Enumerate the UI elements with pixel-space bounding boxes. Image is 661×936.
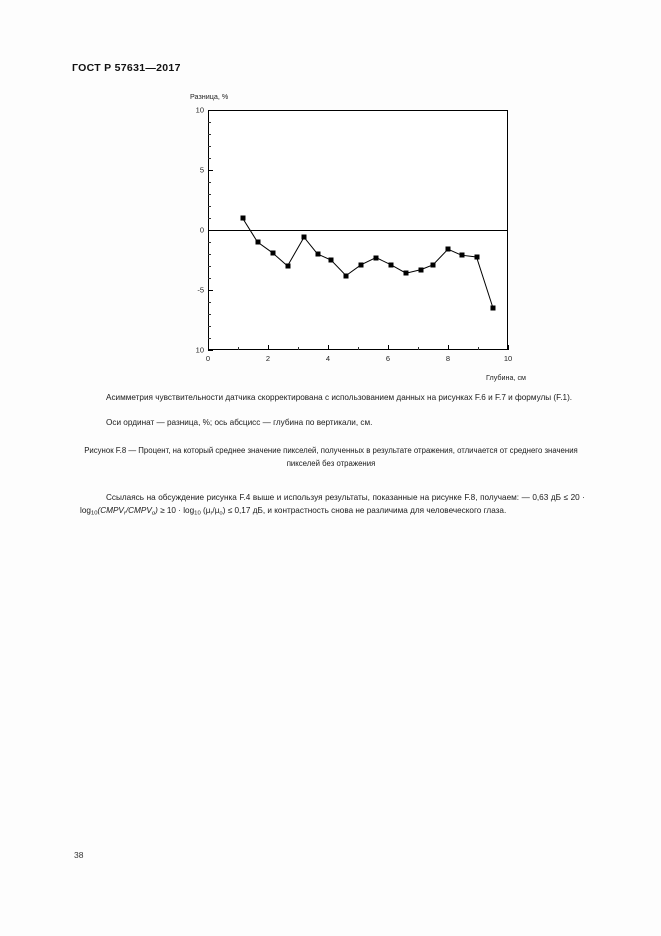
data-point-marker	[459, 253, 464, 258]
para3-formula-a: (CMPV	[97, 505, 124, 515]
data-point-marker	[315, 252, 320, 257]
paragraph-contrast	[80, 492, 585, 520]
data-point-marker	[344, 273, 349, 278]
data-point-marker	[374, 255, 379, 260]
para3-sub-r: r	[123, 510, 126, 517]
y-tick-label: 5	[199, 165, 204, 175]
figure-caption: Рисунок F.8 — Процент, на который среднее значение пикселей, полученных в результате отражения, отличается от среднего значения пикселей без отражения	[84, 446, 578, 468]
y-tick-label: 0	[199, 225, 204, 235]
page-number: 38	[74, 850, 84, 860]
para3-text-after: ≤ 0,17 дБ, и контрастность снова не различима для человеческого глаза.	[225, 505, 507, 515]
para3-sub-o: o	[151, 510, 156, 517]
data-point-marker	[240, 216, 245, 221]
para3-text-before: Ссылаясь на обсуждение рисунка F.4 выше и используя результаты, показанные на рисунке F.8, получаем: — 0,63 дБ ≤ 20 · log	[80, 493, 585, 515]
para3-mu-mid: /μ	[212, 505, 220, 515]
para3-formula-b: /CMPV	[125, 505, 152, 515]
data-point-marker	[474, 255, 479, 260]
y-tick-label: 10	[195, 105, 204, 115]
data-point-marker	[431, 262, 436, 267]
x-tick-label: 6	[385, 354, 391, 363]
x-tick-label: 8	[445, 354, 451, 363]
y-tick-label: -5	[197, 285, 204, 295]
para3-sub-10b: 10	[194, 510, 201, 517]
para3-mu-close: )	[222, 505, 226, 515]
document-header: ГОСТ Р 57631—2017	[72, 62, 181, 74]
data-point-marker	[359, 262, 364, 267]
x-tick-label: 2	[265, 354, 271, 363]
data-point-marker	[255, 240, 260, 245]
x-tick-label: 10	[503, 354, 513, 363]
y-tick-label: 10	[195, 345, 204, 355]
para3-sub-o2: o	[219, 510, 223, 517]
data-point-marker	[419, 267, 424, 272]
x-tick-label: 4	[325, 354, 331, 363]
y-axis-title: Разница, %	[190, 92, 229, 101]
x-tick-label: 0	[205, 354, 211, 363]
data-point-marker	[329, 258, 334, 263]
data-point-marker	[491, 306, 496, 311]
para3-formula-c: )	[155, 505, 158, 515]
para3-mu-open: (μ	[200, 505, 211, 515]
data-point-marker	[302, 235, 307, 240]
para3-mid: ≥ 10 · log	[157, 505, 195, 515]
data-point-marker	[285, 264, 290, 269]
data-series-line	[208, 110, 508, 350]
data-point-marker	[270, 250, 275, 255]
paragraph-asymmetry: Асимметрия чувствительности датчика скорректирована с использованием данных на рисунках F.6 и F.7 и формулы (F.1).	[106, 393, 573, 402]
para3-sub-r2: r	[210, 510, 213, 517]
figure-f8	[186, 92, 526, 382]
plot-area	[195, 105, 513, 363]
x-axis-title: Глубина, см	[486, 373, 526, 382]
paragraph-axes-note: Оси ординат — разница, %; ось абсцисс — глубина по вертикали, см.	[106, 418, 373, 427]
para3-sub-10a: 10	[90, 510, 98, 517]
x-tick-mark	[508, 345, 509, 350]
data-point-marker	[389, 262, 394, 267]
data-point-marker	[446, 247, 451, 252]
y-tick-mark	[208, 350, 213, 351]
data-point-marker	[404, 271, 409, 276]
